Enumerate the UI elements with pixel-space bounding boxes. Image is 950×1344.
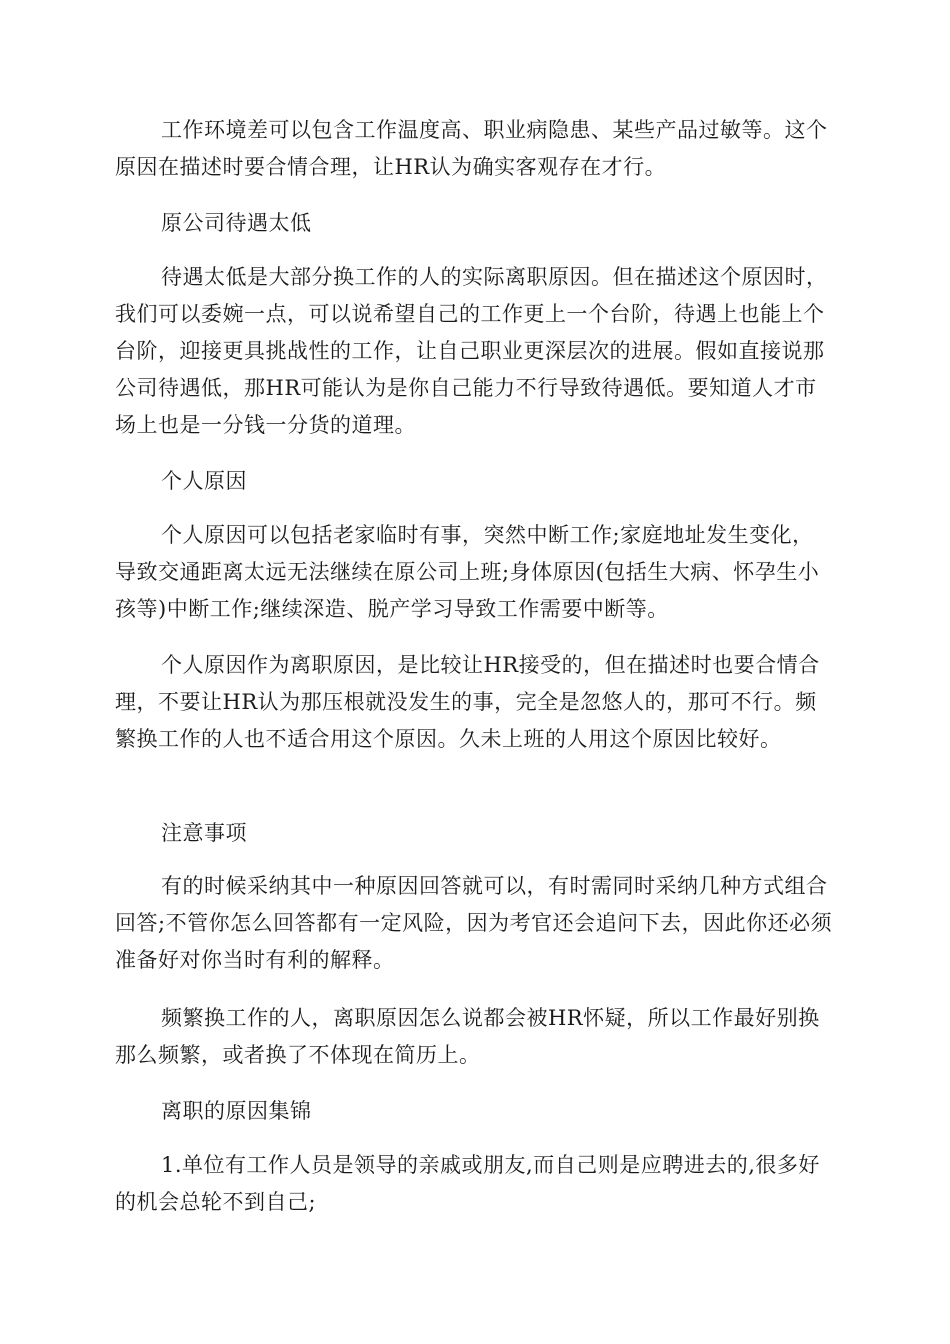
list-item-reason-1: 1.单位有工作人员是领导的亲戚或朋友,而自己则是应聘进去的,很多好的机会总轮不到自己; (115, 1153, 820, 1214)
paragraph-frequent-job-change: 频繁换工作的人，离职原因怎么说都会被HR怀疑，所以工作最好别换那么频繁，或者换了不体现在简历上。 (115, 1006, 820, 1067)
heading-notes: 注意事项 (161, 821, 247, 845)
heading-low-pay: 原公司待遇太低 (161, 211, 312, 235)
heading-personal-reasons: 个人原因 (161, 469, 247, 493)
paragraph-personal-reasons-usage: 个人原因作为离职原因，是比较让HR接受的，但在描述时也要合情合理，不要让HR认为那压根就没发生的事，完全是忽悠人的，那可不行。频繁换工作的人也不适合用这个原因。久未上班的人用这个原因比较好。 (115, 653, 820, 751)
paragraph-personal-reasons: 个人原因可以包括老家临时有事，突然中断工作;家庭地址发生变化，导致交通距离太远无法继续在原公司上班;身体原因(包括生大病、怀孕生小孩等)中断工作;继续深造、脱产学习导致工作需要中断等。 (115, 523, 820, 621)
paragraph-low-pay: 待遇太低是大部分换工作的人的实际离职原因。但在描述这个原因时，我们可以委婉一点，可以说希望自己的工作更上一个台阶，待遇上也能上个台阶，迎接更具挑战性的工作，让自己职业更深层次的进展。假如直接说那公司待遇低，那HR可能认为是你自己能力不行导致待遇低。要知道人才市场上也是一分钱一分货的道理。 (115, 265, 828, 437)
paragraph-notes: 有的时候采纳其中一种原因回答就可以，有时需同时采纳几种方式组合回答;不管你怎么回答都有一定风险，因为考官还会追问下去，因此你还必须准备好对你当时有利的解释。 (115, 874, 833, 972)
paragraph-work-environment: 工作环境差可以包含工作温度高、职业病隐患、某些产品过敏等。这个原因在描述时要合情合理，让HR认为确实客观存在才行。 (115, 118, 828, 179)
heading-reasons-collection: 离职的原因集锦 (161, 1099, 312, 1123)
